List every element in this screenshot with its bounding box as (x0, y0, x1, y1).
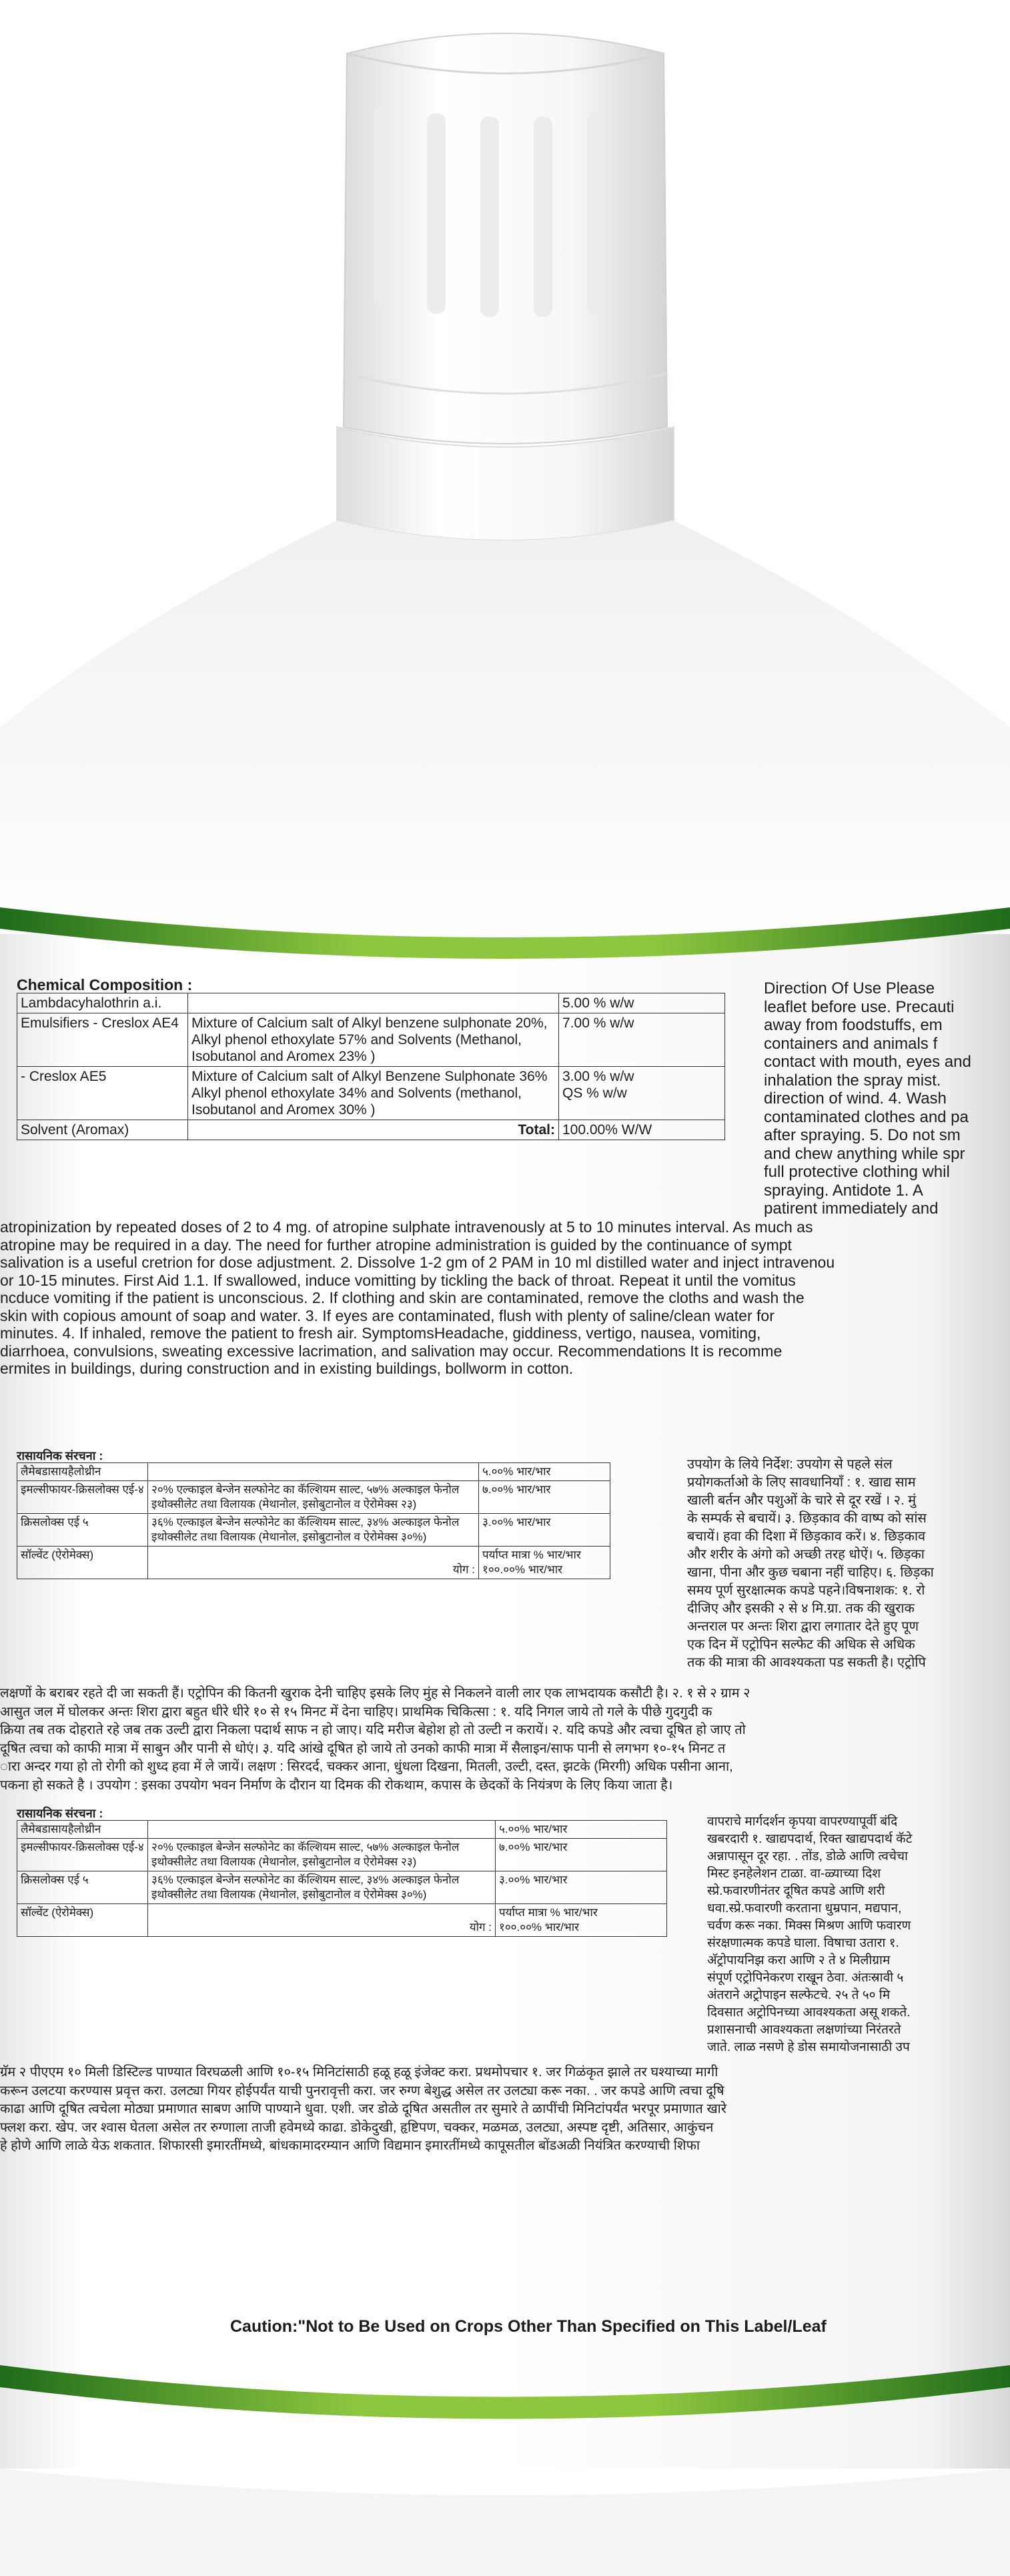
table-cell: Mixture of Calcium salt of Alkyl benzene sulphonate 20%, Alkyl phenol ethoxylate 57% and Solvents (Methanol, Isobutanol and Aromex 23% ) (188, 1013, 559, 1067)
english-direction-line: and chew anything while spr (764, 1144, 965, 1163)
english-paragraph-line: atropinization by repeated doses of 2 to 4 mg. of atropine sulphate intravenously at 5 to 10 minutes interval. As much as (0, 1218, 813, 1236)
marathi-paragraph (0, 2064, 1010, 2164)
marathi-paragraph-line: करून उलटया करण्यास प्रवृत्त करा. उलट्या गियर होईपर्यंत याची पुनरावृत्ती करा. जर रुग्ण बेशुद्ध असेल तर उलट्या करू नका. . जर कपडे आणि त्वचा दूषि (0, 2083, 724, 2098)
table-row (17, 1871, 667, 1904)
table-row (17, 1514, 610, 1547)
hindi-direction-line: अन्तराल पर अन्तः शिरा द्वारा लगातार देते हुए पूण (687, 1619, 919, 1634)
table-cell: लैमेबडासायहैलोथ्रीन (17, 1821, 148, 1839)
table-row (17, 1904, 667, 1937)
table-cell: Mixture of Calcium salt of Alkyl Benzene Sulphonate 36% Alkyl phenol ethoxylate 34% and Solvents (methanol, Isobutanol and Aromex 30% ) (188, 1067, 559, 1120)
english-direction-of-use (764, 979, 1010, 1220)
english-paragraph-line: or 10-15 minutes. First Aid 1.1. If swallowed, induce vomitting by tickling the back of throat. Repeat it until the vomitus (0, 1271, 796, 1289)
hindi-direction-line: खाली बर्तन और पशुओं के चारे से दूर रखें । २. मुं (687, 1493, 917, 1508)
table-cell: ३.००% भार/भार (496, 1871, 667, 1904)
table-cell: ३६% एल्काइल बेन्जेन सल्फोनेट का कॅल्शियम साल्ट, ३४% अल्काइल फेनोल इथोक्सीलेट तथा विलायक (मेथानोल, इसोबुटानोल व ऐरोमेक्स ३०%) (148, 1514, 479, 1547)
marathi-direction-line: चर्वण करू नका. मिक्स मिश्रण आणि फवारण (707, 1919, 911, 1933)
hindi-paragraph-line: आसुत जल में घोलकर अन्तः शिरा द्वारा बहुत धीरे धीरे १० से १५ मिनट में देना चाहिए। प्राथमिक चिकित्सा : १. यदि निगल जाये तो गले के पीछे गुदगुदी क (0, 1704, 712, 1719)
table-cell: Lambdacyhalothrin a.i. (17, 993, 188, 1013)
table-cell: ५.००% भार/भार (496, 1821, 667, 1839)
marathi-direction-line: धवा.स्प्रे.फवारणी करताना धुम्रपान, मद्यपान, (707, 1901, 902, 1915)
table-cell: Total: (188, 1120, 559, 1140)
table-cell: २०% एल्काइल बेन्जेन सल्फोनेट का कॅल्शियम साल्ट, ५७% अल्काइल फेनोल इथोक्सीलेट तथा विलायक (मेथानोल, इसोबुटानोल व ऐरोमेक्स २३) (148, 1839, 496, 1871)
table-row (17, 993, 725, 1013)
english-paragraph-line: ncduce vomiting if the patient is unconscious. 2. If clothing and skin are contaminated, remove the cloths and wash the (0, 1289, 805, 1306)
english-paragraph (0, 1218, 1010, 1382)
hindi-paragraph-line: लक्षणों के बराबर रहते दी जा सकती हैं। एट्रोपिन की कितनी खुराक देनी चाहिए इसके लिए मुंह से निकलने वाली लार एक लाभदायक कसौटी है। २. १ से २ ग्राम २ (0, 1686, 750, 1701)
table-cell: - Creslox AE5 (17, 1067, 188, 1120)
hindi-direction-line: तक की मात्रा की आवश्यकता पड सकती है। एट्रोपि (687, 1655, 926, 1670)
table-cell: पर्याप्त मात्रा % भार/भार १००.००% भार/भार (496, 1904, 667, 1937)
table-row (17, 1821, 667, 1839)
table-cell: 7.00 % w/w (559, 1013, 725, 1067)
table-cell: योग : (148, 1547, 479, 1579)
hindi-direction-line: उपयोग के लिये निर्देश: उपयोग से पहले संल (687, 1457, 893, 1472)
english-composition-table (17, 993, 725, 1140)
table-row (17, 1120, 725, 1140)
english-chem-title: Chemical Composition : (17, 976, 193, 993)
table-cell: सॉल्वेंट (ऐरोमेक्स) (17, 1547, 148, 1579)
marathi-paragraph-line: हे होणे आणि लाळे येऊ शकतात. शिफारसी इमारतींमध्ये, बांधकामादरम्यान आणि विद्यमान इमारतींमध्ये कापूसतील बोंडअळी नियंत्रित करण्याची शिफा (0, 2138, 700, 2153)
marathi-direction-line: दिवसात अट्रोपिनच्या आवश्यकता असू शकते. (707, 2006, 911, 2020)
table-cell (148, 1463, 479, 1481)
table-row (17, 1547, 610, 1579)
english-paragraph-line: salivation is a useful cretrion for dose adjustment. 2. Dissolve 1-2 gm of 2 PAM in 10 ml distilled water and inject intravenou (0, 1254, 835, 1271)
marathi-direction-line: वापराचे मार्गदर्शन कृपया वापरण्यापूर्वी बंदि (707, 1815, 898, 1829)
marathi-chem-title: रासायनिक संरचना : (17, 1807, 103, 1820)
table-cell: 100.00% W/W (559, 1120, 725, 1140)
hindi-paragraph-line: ारा अन्दर गया हो तो रोगी को शुध्द हवा में ले जायें। लक्षण : सिरदर्द, चक्कर आना, धुंधला दिखना, मितली, उल्टी, दस्त, झटके (मिरगी) अधिक पसीना आना, (0, 1759, 733, 1774)
hindi-chem-title: रासायनिक संरचना : (17, 1449, 103, 1462)
english-direction-line: away from foodstuffs, em (764, 1016, 943, 1034)
table-cell: ३.००% भार/भार (479, 1514, 610, 1547)
hindi-paragraph (0, 1685, 1010, 1798)
english-direction-line: direction of wind. 4. Wash (764, 1090, 947, 1108)
table-cell: क्रिसलोक्स एई ५ (17, 1514, 148, 1547)
english-direction-line: full protective clothing whil (764, 1163, 950, 1181)
table-cell: 3.00 % w/w QS % w/w (559, 1067, 725, 1120)
table-cell: Emulsifiers - Creslox AE4 (17, 1013, 188, 1067)
marathi-paragraph-line: काढा आणि दूषित त्वचेला मोठ्या प्रमाणात साबण आणि पाण्याने धुवा. एशी. जर डोळे दूषित असतील तर सुमारे ते ळापींची मिनिटांपर्यंत भरपूर प्रमाणात खारे (0, 2102, 727, 2116)
table-cell: इमल्सीफायर-क्रिसलोक्स एई-४ (17, 1481, 148, 1514)
hindi-direction-line: एक दिन में एट्रोपिन सल्फेट की अधिक से अधिक (687, 1637, 915, 1652)
caution-statement: Caution:"Not to Be Used on Crops Other Than Specified on This Label/Leaf (230, 2317, 827, 2336)
english-direction-line: inhalation the spray mist. (764, 1071, 941, 1090)
marathi-direction-line: स्प्रे.फवारणीनंतर दूषित कपडे आणि शरी (707, 1884, 885, 1898)
marathi-direction-of-use (707, 1813, 1010, 2062)
english-direction-line: after spraying. 5. Do not sm (764, 1126, 961, 1144)
marathi-direction-line: अन्नापासून दूर रहा. . तोंड, डोळे आणि त्वचेचा (707, 1849, 908, 1863)
english-direction-line: contaminated clothes and pa (764, 1108, 969, 1126)
marathi-direction-line: अंतराने अट्रोपाइन सल्फेटचे. २५ ते ५० मि (707, 1988, 891, 2002)
table-cell: ५.००% भार/भार (479, 1463, 610, 1481)
table-cell: ७.००% भार/भार (496, 1839, 667, 1871)
table-cell: इमल्सीफायर-क्रिसलोक्स एई-४ (17, 1839, 148, 1871)
table-row (17, 1481, 610, 1514)
table-cell: लैमेबडासायहैलोथ्रीन (17, 1463, 148, 1481)
marathi-paragraph-line: फ्लश करा. खेप. जर श्वास घेतला असेल तर रुग्णाला ताजी हवेमध्ये काढा. डोकेदुखी, हृष्टिपण, चक्कर, मळमळ, उलट्या, अस्पष्ट दृष्टी, अतिसार, आकुंचन (0, 2120, 714, 2135)
table-cell (188, 993, 559, 1013)
marathi-direction-line: जाते. लाळ नसणे हे डोस समायोजनासाठी उप (707, 2040, 910, 2054)
english-paragraph-line: ermites in buildings, during construction and in existing buildings, bollworm in cotton. (0, 1360, 574, 1377)
english-direction-line: Direction Of Use Please (764, 979, 935, 997)
marathi-direction-line: संपूर्ण एट्रोपिनेकरण राखून ठेवा. अंतःस्रावी ५ (707, 1971, 904, 1985)
marathi-direction-line: संरक्षणात्मक कपडे घाला. विषाचा उतारा १. (707, 1936, 899, 1950)
table-cell: ३६% एल्काइल बेन्जेन सल्फोनेट का कॅल्शियम साल्ट, ३४% अल्काइल फेनोल इथोक्सीलेट तथा विलायक (मेथानोल, इसोबुटानोल व ऐरोमेक्स ३०%) (148, 1871, 496, 1904)
table-cell: २०% एल्काइल बेन्जेन सल्फोनेट का कॅल्शियम साल्ट, ५७% अल्काइल फेनोल इथोक्सीलेट तथा विलायक (मेथानोल, इसोबुटानोल व ऐरोमेक्स २३) (148, 1481, 479, 1514)
table-cell (148, 1821, 496, 1839)
english-direction-line: patirent immediately and (764, 1200, 939, 1218)
table-cell: 5.00 % w/w (559, 993, 725, 1013)
english-paragraph-line: minutes. 4. If inhaled, remove the patient to fresh air. SymptomsHeadache, giddiness, vertigo, nausea, vomiting, (0, 1324, 761, 1342)
hindi-direction-line: खाना, पीना और कुछ चबाना नहीं चाहिए। ६. छिड़का (687, 1565, 934, 1580)
hindi-direction-line: के सम्पर्क से बचायें। ३. छिड़काव की वाष्प को सांस (687, 1511, 927, 1526)
table-row (17, 1013, 725, 1067)
marathi-direction-line: प्रशासनाची आवश्यकता लक्षणांच्या निरंतरते (707, 2023, 901, 2037)
table-row (17, 1067, 725, 1120)
english-direction-line: contact with mouth, eyes and (764, 1053, 971, 1071)
table-cell: सॉल्वेंट (ऐरोमेक्स) (17, 1904, 148, 1937)
english-direction-line: leaflet before use. Precauti (764, 997, 955, 1016)
table-cell: Solvent (Aromax) (17, 1120, 188, 1140)
hindi-paragraph-line: पकना हो सकते है । उपयोग : इसका उपयोग भवन निर्माण के दौरान या दिमक की रोकथाम, कपास के छेदकों के नियंत्रण के लिए किया जाता है। (0, 1777, 673, 1793)
marathi-direction-line: मिस्ट इनहेलेशन टाळा. वा-ळ्याच्या दिश (707, 1867, 881, 1881)
hindi-direction-line: बचायें। हवा की दिशा में छिड़काव करें। ४. छिड़काव (687, 1529, 926, 1544)
english-direction-line: containers and animals f (764, 1034, 938, 1053)
table-cell: ७.००% भार/भार (479, 1481, 610, 1514)
english-direction-line: spraying. Antidote 1. A (764, 1181, 923, 1200)
hindi-paragraph-line: दूषित त्वचा को काफी मात्रा में साबुन और पानी से धोएं। ३. यदि आंखे दूषित हो जाये तो उनको काफी मात्रा में सैलाइन/साफ पानी से लगभग १०-१५ मिनट त (0, 1741, 726, 1756)
table-cell: पर्याप्त मात्रा % भार/भार १००.००% भार/भार (479, 1547, 610, 1579)
marathi-composition-table (17, 1820, 667, 1937)
hindi-direction-line: दीजिए और इसकी २ से ४ मि.ग्रा. तक की खुराक (687, 1601, 915, 1616)
english-paragraph-line: diarrhoea, convulsions, sweating excessive lacrimation, and salivation may occur. Recommendations It is recomme (0, 1342, 783, 1360)
marathi-direction-line: अ‍ॅट्रोपायनिझ करा आणि २ ते ४ मिलीग्राम (707, 1954, 891, 1968)
marathi-direction-line: खबरदारी १. खाद्यपदार्थ, रिक्त खाद्यपदार्थ कॅटे (707, 1832, 913, 1846)
table-cell: योग : (148, 1904, 496, 1937)
marathi-paragraph-line: ग्रॅम २ पीएएम १० मिली डिस्टिल्ड पाण्यात विरघळली आणि १०-१५ मिनिटांसाठी हळू हळू इंजेक्ट करा. प्रथमोपचार १. जर गिळंकृत झाले तर घश्याच्या मागी (0, 2065, 718, 2080)
hindi-direction-line: प्रयोगकर्ताओ के लिए सावधानियाँ : १. खाद्य साम (687, 1475, 916, 1490)
table-row (17, 1839, 667, 1871)
table-row (17, 1463, 610, 1481)
english-paragraph-line: skin with copious amount of soap and water. 3. If eyes are contaminated, flush with plenty of saline/clean water for (0, 1306, 775, 1324)
english-paragraph-line: atropine may be required in a day. The need for further atropine administration is guided by the continuance of sympt (0, 1236, 792, 1254)
hindi-paragraph-line: क्रिया तब तक दोहराते रहे जब तक उल्टी द्वारा निकला पदार्थ साफ न हो जाए। यदि मरीज बेहोश हो तो उल्टी न करायें। २. यदि कपडे और त्वचा दूषित हो जाए तो (0, 1723, 746, 1737)
hindi-direction-line: और शरीर के अंगो को अच्छी तरह धोऐं। ५. छिड़का (687, 1547, 925, 1562)
hindi-composition-table (17, 1462, 610, 1579)
hindi-direction-line: समय पूर्ण सुरक्षात्मक कपडे पहने।विषनाशक: १. रो (687, 1583, 925, 1598)
hindi-direction-of-use (687, 1456, 1010, 1683)
table-cell: क्रिसलोक्स एई ५ (17, 1871, 148, 1904)
